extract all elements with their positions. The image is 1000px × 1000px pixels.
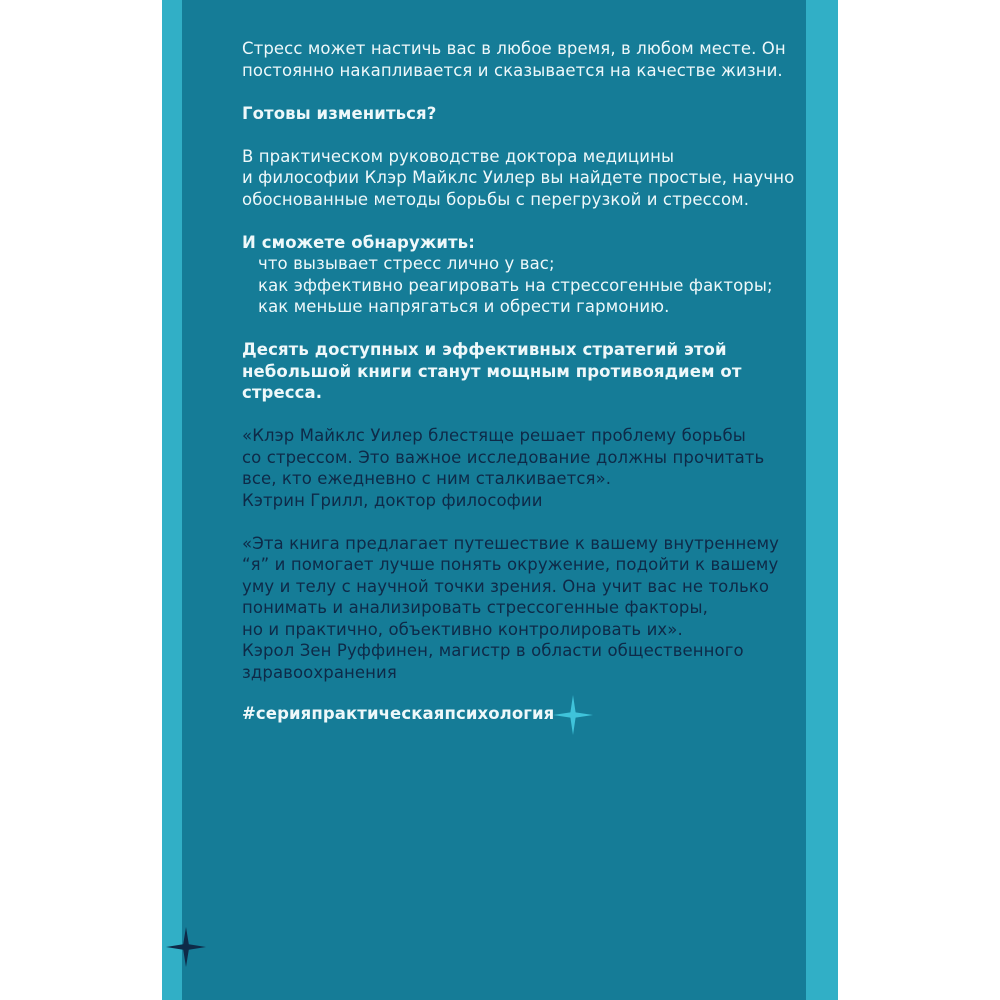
list-item: как меньше напрягаться и обрести гармонию. bbox=[258, 297, 670, 316]
quote-1-author: Кэтрин Грилл, доктор философии bbox=[242, 490, 543, 510]
quote-2-line-1: «Эта книга предлагает путешествие к вашему внутреннему bbox=[242, 533, 780, 553]
quote-2-author-line-2: здравоохранения bbox=[242, 662, 397, 682]
four-point-star-icon bbox=[553, 695, 593, 735]
cover-text-block bbox=[242, 38, 802, 735]
quote-1-line-1: «Клэр Майклс Уилер блестяще решает проблему борьбы bbox=[242, 426, 746, 445]
guide-paragraph bbox=[242, 146, 802, 211]
guide-line-1: В практическом руководстве доктора медицины bbox=[242, 146, 675, 166]
quote-2-line-3: уму и телу с научной точки зрения. Она учит вас не только bbox=[242, 576, 770, 596]
heading-discover: И сможете обнаружить: bbox=[242, 232, 475, 252]
quote-2-author-line-1: Кэрол Зен Руффинен, магистр в области общественного bbox=[242, 641, 744, 660]
intro-line-2: постоянно накапливается и сказывается на качестве жизни. bbox=[242, 60, 783, 80]
series-hashtag: #серияпрактическаяпсихология bbox=[242, 704, 555, 723]
quote-1-line-3: все, кто ежедневно с ним сталкивается». bbox=[242, 469, 612, 488]
strategies-line-1: Десять доступных и эффективных стратегий этой bbox=[242, 340, 727, 359]
quote-2-line-4: понимать и анализировать стрессогенные факторы, bbox=[242, 598, 708, 617]
list-item: что вызывает стресс лично у вас; bbox=[258, 254, 555, 273]
quote-2-line-2: “я” и помогает лучше понять окружение, подойти к вашему bbox=[242, 555, 779, 574]
strategies-paragraph bbox=[242, 339, 802, 404]
intro-line-1: Стресс может настичь вас в любое время, в любом месте. Он bbox=[242, 39, 786, 58]
book-back-cover bbox=[162, 0, 838, 1000]
strategies-line-2: небольшой книги станут мощным противоядием от стресса. bbox=[242, 361, 742, 402]
guide-line-2: и философии Клэр Майклс Уилер вы найдете простые, научно bbox=[242, 168, 795, 187]
heading-ready: Готовы измениться? bbox=[242, 103, 437, 123]
guide-line-3: обоснованные методы борьбы с перегрузкой и стрессом. bbox=[242, 189, 750, 209]
discover-list bbox=[242, 253, 802, 318]
intro-paragraph bbox=[242, 38, 802, 81]
list-item: как эффективно реагировать на стрессогенные факторы; bbox=[258, 275, 773, 295]
quote-2 bbox=[242, 533, 802, 684]
four-point-star-icon bbox=[166, 927, 206, 967]
quote-1 bbox=[242, 425, 802, 511]
quote-1-line-2: со стрессом. Это важное исследование должны прочитать bbox=[242, 447, 765, 467]
hashtag-row bbox=[242, 695, 802, 735]
quote-2-line-5: но и практично, объективно контролировать их». bbox=[242, 619, 683, 639]
cover-panel bbox=[182, 0, 806, 1000]
